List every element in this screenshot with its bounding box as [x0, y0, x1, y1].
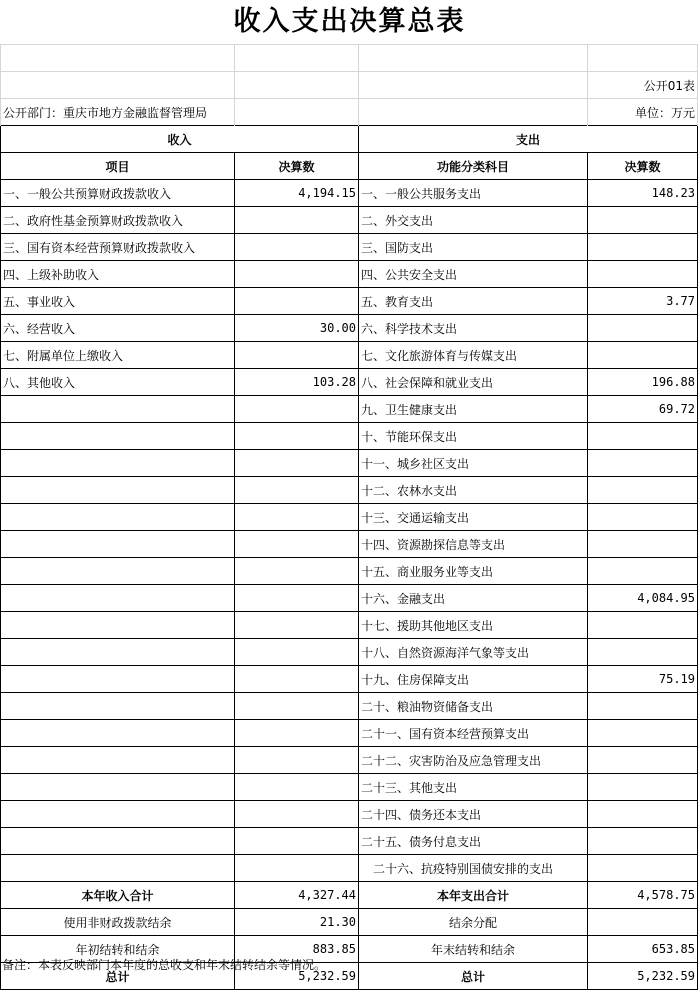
table-row: [1, 477, 698, 504]
section-header-row: [1, 126, 698, 153]
total-income-label: 使用非财政拨款结余: [1, 909, 235, 936]
income-item-cell: [1, 666, 235, 693]
expense-item-cell: 十八、自然资源海洋气象等支出: [359, 639, 588, 666]
income-amount-cell: [235, 720, 359, 747]
expense-amount-cell: [588, 801, 698, 828]
total-income-label: 本年收入合计: [1, 882, 235, 909]
total-income-amount: 21.30: [235, 909, 359, 936]
income-amount-cell: [235, 828, 359, 855]
income-amount-cell: [235, 288, 359, 315]
income-amount-cell: [235, 612, 359, 639]
expense-amount-cell: 4,084.95: [588, 585, 698, 612]
expense-item-cell: 二十一、国有资本经营预算支出: [359, 720, 588, 747]
income-item-cell: 六、经营收入: [1, 315, 235, 342]
expense-amount-cell: [588, 693, 698, 720]
income-item-cell: 五、事业收入: [1, 288, 235, 315]
budget-table: [0, 44, 698, 990]
expense-amount-cell: [588, 477, 698, 504]
table-row: [1, 801, 698, 828]
income-amount-cell: [235, 801, 359, 828]
table-row: [1, 747, 698, 774]
form-number: 公开01表: [588, 72, 698, 99]
total-expense-label: 总计: [359, 963, 588, 990]
expense-amount-cell: [588, 207, 698, 234]
total-expense-amount: 5,232.59: [588, 963, 698, 990]
income-amount-cell: 30.00: [235, 315, 359, 342]
table-row: [1, 369, 698, 396]
table-row: [1, 180, 698, 207]
expense-amount-cell: [588, 504, 698, 531]
income-amount-cell: [235, 666, 359, 693]
expense-item-cell: 四、公共安全支出: [359, 261, 588, 288]
expense-item-cell: 一、一般公共服务支出: [359, 180, 588, 207]
expense-amount-cell: [588, 774, 698, 801]
income-item-cell: [1, 639, 235, 666]
expense-amount-cell: [588, 639, 698, 666]
column-header-row: [1, 153, 698, 180]
total-expense-amount: [588, 909, 698, 936]
expense-amount-cell: [588, 828, 698, 855]
income-amount-cell: [235, 342, 359, 369]
table-row: [1, 693, 698, 720]
table-row: [1, 531, 698, 558]
total-income-label: 年初结转和结余: [1, 936, 235, 963]
expense-amount-cell: 69.72: [588, 396, 698, 423]
total-row: [1, 909, 698, 936]
table-row: [1, 342, 698, 369]
income-amount-cell: [235, 396, 359, 423]
income-item-cell: [1, 855, 235, 882]
expense-item-cell: 十四、资源勘探信息等支出: [359, 531, 588, 558]
total-income-label: 总计: [1, 963, 235, 990]
income-amount-cell: [235, 531, 359, 558]
expense-item-cell: 十二、农林水支出: [359, 477, 588, 504]
income-amount-cell: [235, 558, 359, 585]
expense-amount-cell: [588, 720, 698, 747]
expense-amount-cell: [588, 450, 698, 477]
expense-amount-cell: [588, 423, 698, 450]
expense-amount-cell: 75.19: [588, 666, 698, 693]
income-amount-cell: [235, 207, 359, 234]
income-amount-cell: 4,194.15: [235, 180, 359, 207]
income-item-cell: [1, 747, 235, 774]
expense-item-cell: 二十二、灾害防治及应急管理支出: [359, 747, 588, 774]
income-item-cell: [1, 693, 235, 720]
table-row: [1, 558, 698, 585]
total-income-amount: 883.85: [235, 936, 359, 963]
dept-row: [1, 99, 698, 126]
table-row: [1, 207, 698, 234]
table-row: [1, 450, 698, 477]
expense-amount-cell: [588, 558, 698, 585]
income-amount-cell: [235, 855, 359, 882]
expense-item-cell: 二十、粮油物资储备支出: [359, 693, 588, 720]
table-row: [1, 855, 698, 882]
expense-item-cell: 二十六、抗疫特别国债安排的支出: [359, 855, 588, 882]
table-row: [1, 612, 698, 639]
expense-amount-cell: 148.23: [588, 180, 698, 207]
table-row: [1, 234, 698, 261]
income-item-cell: [1, 774, 235, 801]
income-item-cell: [1, 612, 235, 639]
expense-item-cell: 十五、商业服务业等支出: [359, 558, 588, 585]
item-header: 项目: [1, 153, 235, 180]
expense-item-cell: 十、节能环保支出: [359, 423, 588, 450]
expense-item-cell: 九、卫生健康支出: [359, 396, 588, 423]
expense-amount-cell: [588, 261, 698, 288]
income-amount-cell: [235, 747, 359, 774]
table-row: [1, 261, 698, 288]
income-item-cell: 八、其他收入: [1, 369, 235, 396]
expense-amount-cell: [588, 747, 698, 774]
expense-item-cell: 二十四、债务还本支出: [359, 801, 588, 828]
income-item-cell: [1, 423, 235, 450]
income-item-cell: [1, 558, 235, 585]
expense-item-cell: 十七、援助其他地区支出: [359, 612, 588, 639]
income-header: 收入: [1, 126, 359, 153]
income-amount-cell: [235, 639, 359, 666]
expense-item-cell: 七、文化旅游体育与传媒支出: [359, 342, 588, 369]
total-income-amount: 4,327.44: [235, 882, 359, 909]
expense-item-cell: 十六、金融支出: [359, 585, 588, 612]
income-item-cell: [1, 504, 235, 531]
total-expense-label: 年末结转和结余: [359, 936, 588, 963]
expense-item-cell: 十九、住房保障支出: [359, 666, 588, 693]
expense-amount-cell: [588, 234, 698, 261]
total-expense-amount: 4,578.75: [588, 882, 698, 909]
amount-header: 决算数: [235, 153, 359, 180]
income-item-cell: [1, 531, 235, 558]
income-amount-cell: [235, 261, 359, 288]
expense-item-cell: 八、社会保障和就业支出: [359, 369, 588, 396]
income-item-cell: [1, 720, 235, 747]
expense-header: 支出: [359, 126, 698, 153]
table-row: [1, 666, 698, 693]
income-item-cell: 一、一般公共预算财政拨款收入: [1, 180, 235, 207]
income-item-cell: [1, 450, 235, 477]
table-row: [1, 315, 698, 342]
table-row: [1, 423, 698, 450]
expense-item-cell: 二、外交支出: [359, 207, 588, 234]
table-row: [1, 396, 698, 423]
income-item-cell: [1, 585, 235, 612]
income-item-cell: 四、上级补助收入: [1, 261, 235, 288]
expense-item-cell: 十三、交通运输支出: [359, 504, 588, 531]
income-item-cell: [1, 477, 235, 504]
table-row: [1, 774, 698, 801]
total-income-amount: 5,232.59: [235, 963, 359, 990]
table-row: [1, 585, 698, 612]
expense-amount-cell: [588, 855, 698, 882]
income-amount-cell: [235, 477, 359, 504]
table-row: [1, 828, 698, 855]
income-item-cell: [1, 801, 235, 828]
expense-item-cell: 三、国防支出: [359, 234, 588, 261]
expense-item-cell: 六、科学技术支出: [359, 315, 588, 342]
table-row: [1, 639, 698, 666]
blank-row: [1, 45, 698, 72]
expense-item-cell: 五、教育支出: [359, 288, 588, 315]
income-item-cell: [1, 828, 235, 855]
income-item-cell: 七、附属单位上缴收入: [1, 342, 235, 369]
total-expense-amount: 653.85: [588, 936, 698, 963]
dept-label: 公开部门：重庆市地方金融监督管理局: [1, 99, 235, 126]
income-item-cell: 三、国有资本经营预算财政拨款收入: [1, 234, 235, 261]
expense-item-cell: 十一、城乡社区支出: [359, 450, 588, 477]
income-amount-cell: 103.28: [235, 369, 359, 396]
income-amount-cell: [235, 504, 359, 531]
expense-item-cell: 二十三、其他支出: [359, 774, 588, 801]
form-number-row: [1, 72, 698, 99]
unit-label: 单位：万元: [588, 99, 698, 126]
expense-item-cell: 二十五、债务付息支出: [359, 828, 588, 855]
expense-amount-cell: [588, 612, 698, 639]
income-item-cell: 二、政府性基金预算财政拨款收入: [1, 207, 235, 234]
table-row: [1, 720, 698, 747]
footnote: 备注：本表反映部门本年度的总收支和年末结转结余等情况。: [2, 958, 327, 972]
income-amount-cell: [235, 450, 359, 477]
table-row: [1, 288, 698, 315]
expense-amount-cell: 196.88: [588, 369, 698, 396]
total-expense-label: 本年支出合计: [359, 882, 588, 909]
total-row: [1, 882, 698, 909]
income-item-cell: [1, 396, 235, 423]
income-amount-cell: [235, 693, 359, 720]
income-amount-cell: [235, 585, 359, 612]
amount2-header: 决算数: [588, 153, 698, 180]
expense-amount-cell: [588, 342, 698, 369]
expense-amount-cell: [588, 315, 698, 342]
expense-amount-cell: [588, 531, 698, 558]
total-expense-label: 结余分配: [359, 909, 588, 936]
income-amount-cell: [235, 234, 359, 261]
page-title: 收入支出决算总表: [233, 6, 466, 37]
expense-amount-cell: 3.77: [588, 288, 698, 315]
income-amount-cell: [235, 774, 359, 801]
table-row: [1, 504, 698, 531]
func-item-header: 功能分类科目: [359, 153, 588, 180]
income-amount-cell: [235, 423, 359, 450]
